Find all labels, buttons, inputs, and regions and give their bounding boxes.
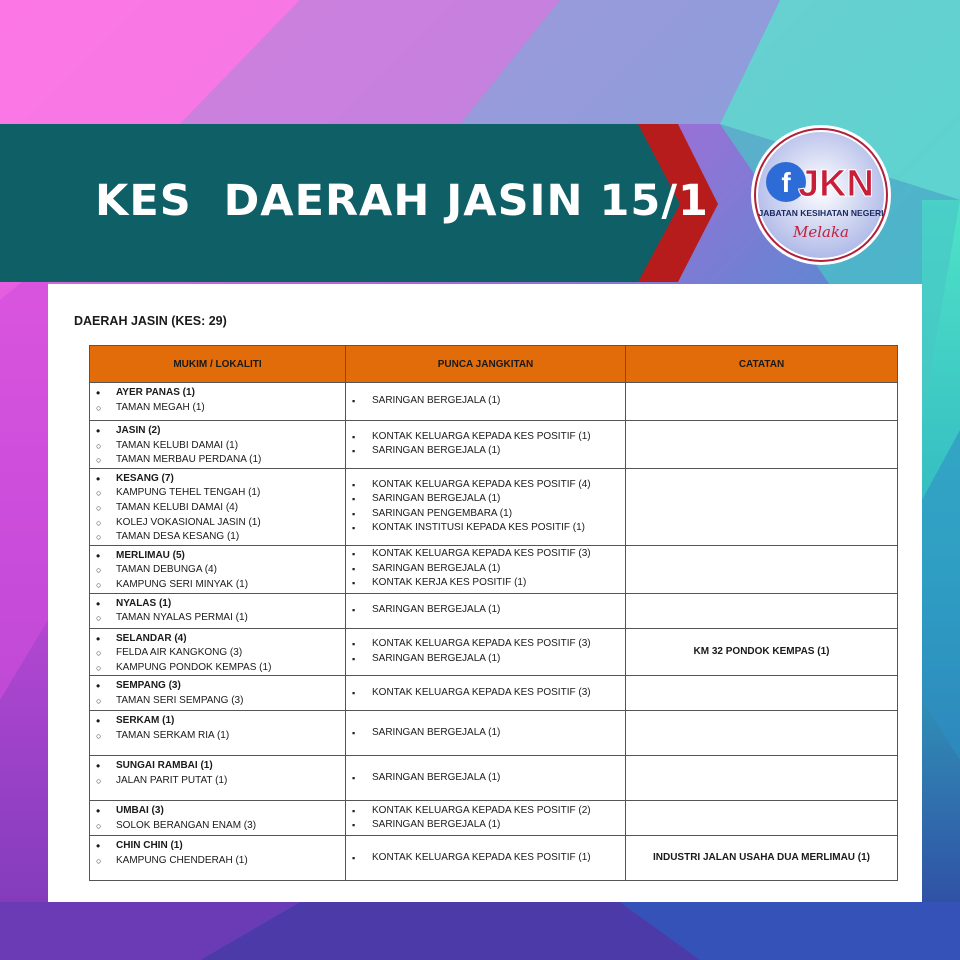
column-header-catatan: CATATAN	[626, 346, 898, 383]
source-item	[352, 652, 619, 667]
cell-punca	[346, 836, 626, 881]
logo-org: JABATAN KESIHATAN NEGERI	[758, 208, 884, 218]
locality-label: TAMAN DESA KESANG (1)	[116, 531, 240, 543]
cell-mukim	[90, 711, 346, 756]
square-icon: ▪	[352, 563, 356, 574]
circle-icon: ○	[96, 648, 102, 659]
cell-punca	[346, 545, 626, 593]
source-label: SARINGAN PENGEMBARA (1)	[372, 507, 513, 519]
source-item	[352, 851, 619, 866]
locality-item	[96, 774, 339, 789]
mukim-label: UMBAI (3)	[116, 805, 164, 817]
locality-label: TAMAN SERKAM RIA (1)	[116, 729, 230, 741]
cell-catatan	[626, 756, 898, 801]
source-item	[352, 603, 619, 618]
source-label: SARINGAN BERGEJALA (1)	[372, 445, 501, 457]
circle-icon: ○	[96, 730, 102, 741]
table-row	[90, 711, 898, 756]
square-icon: ▪	[352, 773, 356, 784]
circle-icon: ○	[96, 402, 102, 413]
source-item	[352, 818, 619, 833]
source-label: KONTAK KELUARGA KEPADA KES POSITIF (1)	[372, 430, 591, 442]
square-icon: ▪	[352, 805, 356, 816]
locality-label: SOLOK BERANGAN ENAM (3)	[116, 819, 257, 831]
table-row	[90, 383, 898, 421]
bullet-icon: •	[96, 596, 101, 611]
square-icon: ▪	[352, 508, 356, 519]
source-label: SARINGAN BERGEJALA (1)	[372, 395, 501, 407]
source-item	[352, 444, 619, 459]
bullet-icon: •	[96, 548, 101, 563]
mukim-label: CHIN CHIN (1)	[116, 840, 183, 852]
square-icon: ▪	[352, 396, 356, 407]
source-item	[352, 492, 619, 507]
table-header-row	[90, 346, 898, 383]
table-row	[90, 676, 898, 711]
cell-punca	[346, 383, 626, 421]
source-item	[352, 394, 619, 409]
cell-catatan	[626, 383, 898, 421]
bullet-icon: •	[96, 714, 101, 729]
locality-item	[96, 854, 339, 869]
locality-label: JALAN PARIT PUTAT (1)	[116, 774, 228, 786]
source-label: KONTAK INSTITUSI KEPADA KES POSITIF (1)	[372, 522, 586, 534]
locality-label: TAMAN SERI SEMPANG (3)	[116, 694, 244, 706]
source-item	[352, 637, 619, 652]
locality-item	[96, 729, 339, 744]
circle-icon: ○	[96, 532, 102, 543]
locality-label: KOLEJ VOKASIONAL JASIN (1)	[116, 516, 261, 528]
table-row	[90, 756, 898, 801]
table-row	[90, 545, 898, 593]
locality-item	[96, 819, 339, 834]
source-label: SARINGAN BERGEJALA (1)	[372, 562, 501, 574]
locality-item	[96, 401, 339, 416]
logo-state: Melaka	[792, 223, 850, 241]
locality-item	[96, 611, 339, 626]
cell-catatan	[626, 545, 898, 593]
mukim-label: SUNGAI RAMBAI (1)	[116, 760, 213, 772]
mukim-item	[96, 804, 339, 819]
mukim-label: MERLIMAU (5)	[116, 549, 185, 561]
bullet-icon: •	[96, 424, 101, 438]
square-icon: ▪	[352, 578, 356, 589]
square-icon: ▪	[352, 431, 356, 442]
locality-item	[96, 439, 339, 454]
mukim-label: KESANG (7)	[116, 472, 174, 484]
mukim-label: NYALAS (1)	[116, 597, 172, 609]
locality-item	[96, 516, 339, 531]
circle-icon: ○	[96, 855, 102, 866]
source-item	[352, 686, 619, 701]
source-label: KONTAK KELUARGA KEPADA KES POSITIF (4)	[372, 478, 591, 490]
square-icon: ▪	[352, 479, 356, 490]
locality-label: KAMPUNG PONDOK KEMPAS (1)	[116, 661, 272, 673]
circle-icon: ○	[96, 579, 102, 590]
mukim-item	[96, 679, 339, 694]
mukim-item	[96, 759, 339, 774]
cell-punca	[346, 711, 626, 756]
table-row	[90, 628, 898, 676]
circle-icon: ○	[96, 517, 102, 528]
bullet-icon: •	[96, 679, 101, 694]
table-row	[90, 421, 898, 469]
locality-item	[96, 453, 339, 468]
locality-label: TAMAN MERBAU PERDANA (1)	[116, 454, 262, 466]
locality-item	[96, 661, 339, 676]
circle-icon: ○	[96, 455, 102, 466]
circle-icon: ○	[96, 662, 102, 673]
square-icon: ▪	[352, 523, 356, 534]
cell-punca	[346, 756, 626, 801]
cell-catatan: INDUSTRI JALAN USAHA DUA MERLIMAU (1)	[626, 836, 898, 881]
bullet-icon: •	[96, 759, 101, 774]
circle-icon: ○	[96, 613, 102, 624]
cell-punca	[346, 801, 626, 836]
bullet-icon: •	[96, 839, 101, 854]
cell-mukim	[90, 676, 346, 711]
source-item	[352, 507, 619, 522]
square-icon: ▪	[352, 605, 356, 616]
locality-label: KAMPUNG CHENDERAH (1)	[116, 854, 248, 866]
cell-mukim	[90, 628, 346, 676]
locality-item	[96, 578, 339, 593]
source-label: KONTAK KELUARGA KEPADA KES POSITIF (3)	[372, 687, 591, 699]
locality-item	[96, 646, 339, 661]
cell-punca	[346, 676, 626, 711]
mukim-item	[96, 472, 339, 487]
table-row	[90, 836, 898, 881]
circle-icon: ○	[96, 775, 102, 786]
mukim-item	[96, 549, 339, 564]
circle-icon: ○	[96, 820, 102, 831]
source-item	[352, 804, 619, 819]
cell-catatan	[626, 468, 898, 545]
cell-mukim	[90, 468, 346, 545]
cell-catatan	[626, 711, 898, 756]
cell-mukim	[90, 801, 346, 836]
square-icon: ▪	[352, 653, 356, 664]
mukim-item	[96, 386, 339, 401]
square-icon: ▪	[352, 494, 356, 505]
cell-mukim	[90, 756, 346, 801]
source-item	[352, 576, 619, 591]
source-item	[352, 726, 619, 741]
table-row	[90, 801, 898, 836]
locality-item	[96, 501, 339, 516]
square-icon: ▪	[352, 549, 356, 560]
locality-item	[96, 694, 339, 709]
source-item	[352, 521, 619, 536]
cell-punca	[346, 593, 626, 628]
locality-label: TAMAN MEGAH (1)	[116, 401, 205, 413]
mukim-item	[96, 632, 339, 647]
cell-catatan	[626, 676, 898, 711]
locality-label: TAMAN DEBUNGA (4)	[116, 564, 217, 576]
source-label: SARINGAN BERGEJALA (1)	[372, 727, 501, 739]
source-label: KONTAK KELUARGA KEPADA KES POSITIF (3)	[372, 548, 591, 560]
square-icon: ▪	[352, 820, 356, 831]
table-row	[90, 468, 898, 545]
source-item	[352, 771, 619, 786]
jkn-logo	[750, 124, 892, 266]
source-label: SARINGAN BERGEJALA (1)	[372, 819, 501, 831]
mukim-item	[96, 714, 339, 729]
locality-item	[96, 530, 339, 545]
circle-icon: ○	[96, 440, 102, 451]
mukim-item	[96, 839, 339, 854]
cell-punca	[346, 468, 626, 545]
cell-punca	[346, 421, 626, 469]
locality-label: KAMPUNG SERI MINYAK (1)	[116, 578, 249, 590]
source-label: KONTAK KELUARGA KEPADA KES POSITIF (1)	[372, 852, 591, 864]
circle-icon: ○	[96, 502, 102, 513]
square-icon: ▪	[352, 688, 356, 699]
source-label: KONTAK KELUARGA KEPADA KES POSITIF (3)	[372, 638, 591, 650]
mukim-label: SELANDAR (4)	[116, 632, 187, 644]
column-header-mukim: MUKIM / LOKALITI	[90, 346, 346, 383]
source-label: SARINGAN BERGEJALA (1)	[372, 604, 501, 616]
mukim-label: AYER PANAS (1)	[116, 387, 195, 398]
locality-label: KAMPUNG TEHEL TENGAH (1)	[116, 487, 261, 499]
source-label: SARINGAN BERGEJALA (1)	[372, 493, 501, 505]
square-icon: ▪	[352, 853, 356, 864]
column-header-punca: PUNCA JANGKITAN	[346, 346, 626, 383]
locality-label: FELDA AIR KANGKONG (3)	[116, 647, 243, 659]
source-item	[352, 547, 619, 562]
mukim-label: JASIN (2)	[116, 425, 161, 436]
cell-catatan	[626, 593, 898, 628]
cell-mukim	[90, 545, 346, 593]
bullet-icon: •	[96, 804, 101, 819]
locality-item	[96, 486, 339, 501]
locality-label: TAMAN NYALAS PERMAI (1)	[116, 612, 248, 624]
square-icon: ▪	[352, 446, 356, 457]
cell-mukim	[90, 593, 346, 628]
source-label: SARINGAN BERGEJALA (1)	[372, 772, 501, 784]
square-icon: ▪	[352, 728, 356, 739]
page-title: KES DAERAH JASIN 15/1	[95, 176, 709, 226]
cell-catatan	[626, 421, 898, 469]
source-label: KONTAK KELUARGA KEPADA KES POSITIF (2)	[372, 804, 591, 816]
bullet-icon: •	[96, 471, 101, 486]
table-row	[90, 593, 898, 628]
mukim-label: SERKAM (1)	[116, 715, 175, 727]
source-item	[352, 478, 619, 493]
mukim-item	[96, 597, 339, 612]
logo-text: JKN	[797, 163, 875, 205]
circle-icon: ○	[96, 565, 102, 576]
mukim-item	[96, 424, 339, 439]
locality-label: TAMAN KELUBI DAMAI (1)	[116, 439, 239, 451]
source-item	[352, 430, 619, 445]
locality-label: TAMAN KELUBI DAMAI (4)	[116, 501, 239, 513]
cell-punca	[346, 628, 626, 676]
cell-catatan	[626, 801, 898, 836]
document-title: DAERAH JASIN (KES: 29)	[74, 314, 227, 328]
facebook-icon: f	[781, 167, 791, 198]
source-label: KONTAK KERJA KES POSITIF (1)	[372, 577, 527, 589]
circle-icon: ○	[96, 695, 102, 706]
bullet-icon: •	[96, 631, 101, 646]
source-label: SARINGAN BERGEJALA (1)	[372, 652, 501, 664]
square-icon: ▪	[352, 639, 356, 650]
bullet-icon: •	[96, 386, 101, 400]
cell-mukim	[90, 421, 346, 469]
cases-table	[89, 345, 898, 881]
mukim-label: SEMPANG (3)	[116, 680, 181, 692]
source-item	[352, 562, 619, 577]
circle-icon: ○	[96, 488, 102, 499]
cell-mukim	[90, 383, 346, 421]
locality-item	[96, 563, 339, 578]
cell-mukim	[90, 836, 346, 881]
cell-catatan: KM 32 PONDOK KEMPAS (1)	[626, 628, 898, 676]
